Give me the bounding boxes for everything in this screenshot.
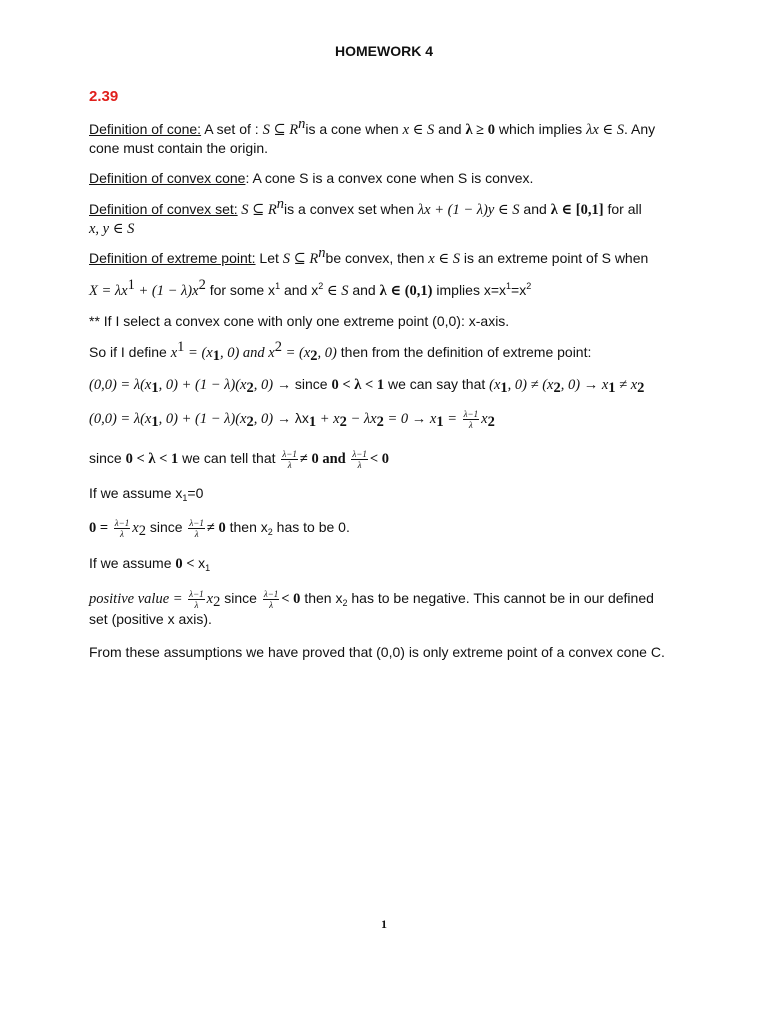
document-title: HOMEWORK 4 xyxy=(335,43,433,59)
definition-convex-set-label: Definition of convex set: xyxy=(89,201,238,217)
equation-line-1: $(0,0) = \lambda(x_1$, $0) + (1 - \lambda)(x_2$, 0) → since 0 < λ < 1 we can say that ($x_1$, $0) \ne (x_2$, $0) \to x_1 \ne x_2$ xyxy=(89,376,645,396)
fraction: $\frac{\lambda-1}{\lambda}$ xyxy=(463,409,479,430)
definition-extreme-point: Definition of extreme point: Let S ⊆ $R^nbe$ convex, then x ∈ S is an extreme point of S when xyxy=(89,245,649,267)
definition-convex-cone-label: Definition of convex cone xyxy=(89,170,246,186)
assumption-zero: If we assume $x_1=0$ xyxy=(89,485,204,503)
fraction: $\frac{\lambda-1}{\lambda}$ xyxy=(282,449,297,470)
section-number: 2.39 xyxy=(89,88,119,105)
definition-cone-label: Definition of cone: xyxy=(89,121,202,137)
page-number: 1 xyxy=(381,917,387,931)
definition-extreme-point-label: Definition of extreme point: xyxy=(89,250,256,266)
extreme-point-condition: $X = \lambda x^1 + (1 - \lambda)x^2$ for some $x^1$ and $x^2$ ∈ S and λ ∈ (0,1) implies $x=x^1=x^2$ xyxy=(89,277,532,299)
conclusion: From these assumptions we have proved that (0,0) is only extreme point of a convex cone C. xyxy=(89,644,665,660)
zero-case-result: 0 = $\frac{\lambda-1}{\lambda}$ $x_2$ since $\frac{\lambda-1}{\lambda}$ ≠ 0 then $x_2$ has to be 0. xyxy=(89,518,350,540)
definition-convex-cone: Definition of convex cone: A cone S is a convex cone when S is convex. xyxy=(89,170,534,186)
definition-convex-set: Definition of convex set: S ⊆ $R^nis$ a convex set when λx + (1 − λ)y ∈ S and λ ∈ [0,1] for all x, y ∈ S xyxy=(89,196,642,237)
positive-case-result: positive value = $\frac{\lambda-1}{\lambda}$ $x_2$ since $\frac{\lambda-1}{\lambda}$ < 0 then $x_2$ has to be negative. This cannot be in our defined set (positive x axis). xyxy=(89,589,654,627)
fraction: $\frac{\lambda-1}{\lambda}$ xyxy=(114,518,130,539)
definition-cone: Definition of cone: A set of : S ⊆ $R^nis$ a cone when x ∈ S and λ ≥ 0 which implies λx ∈ S. Any cone must contain the origin. xyxy=(89,116,656,156)
fraction: $\frac{\lambda-1}{\lambda}$ xyxy=(263,589,279,610)
since-statement: since 0 < λ < 1 we can tell that $\frac{\lambda-1}{\lambda}$ ≠ 0 and $\frac{\lambda-1}{\lambda}$ < 0 xyxy=(89,449,389,470)
equation-line-2: $(0,0) = \lambda(x_1$, $0) + (1 - \lambda)(x_2$, $0) \to \lambda x_1 + x_2 - \lambda x_2 = 0 \to x_1$ = $\frac{\lambda-1}{\lambda}$ $x_2$ xyxy=(89,409,495,431)
assumption-positive: If we assume $0 < x_1$ xyxy=(89,555,211,573)
selection-statement: ** If I select a convex cone with only one extreme point (0,0): x-axis. xyxy=(89,313,510,329)
fraction: $\frac{\lambda-1}{\lambda}$ xyxy=(189,518,204,539)
fraction: $\frac{\lambda-1}{\lambda}$ xyxy=(189,589,204,610)
define-points: So if I define $x^1 = (x_1$, 0) and $x^2 = (x_2$, 0) then from the definition of extreme point: xyxy=(89,339,592,364)
fraction: $\frac{\lambda-1}{\lambda}$ xyxy=(352,449,367,470)
